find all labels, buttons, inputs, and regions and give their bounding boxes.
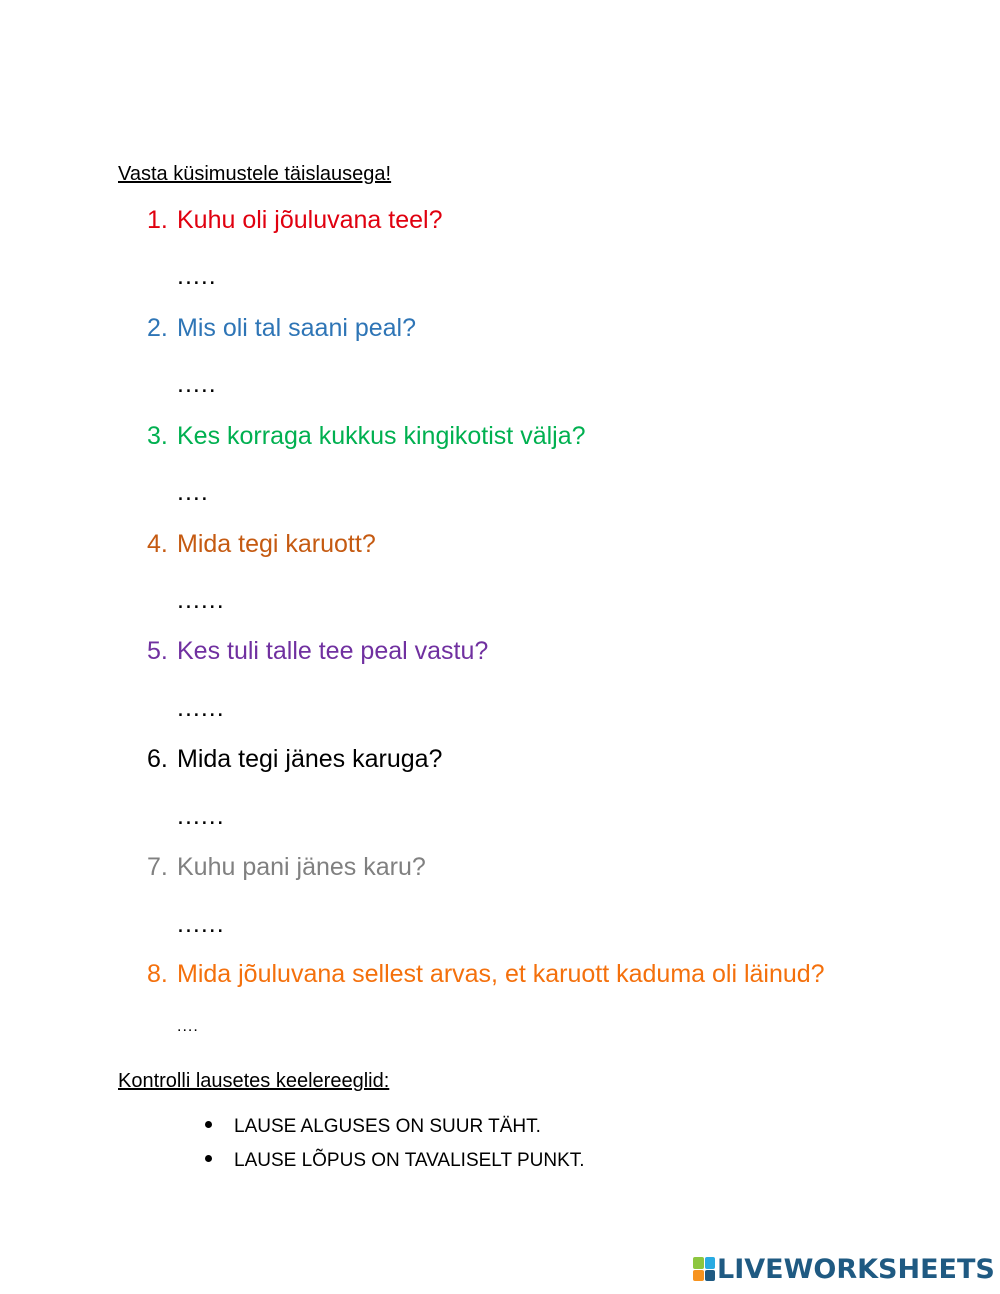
rule-item-2 [205, 1150, 585, 1172]
rule-text: LAUSE LÕPUS ON TAVALISELT PUNKT. [234, 1150, 585, 1171]
question-text: Mida jõuluvana sellest arvas, et karuott kaduma oli läinud? [177, 960, 825, 988]
question-number: 3. [147, 422, 168, 450]
answer-field-4[interactable]: ...... [177, 586, 225, 614]
answer-field-1[interactable]: ..... [177, 262, 217, 290]
question-text: Kes korraga kukkus kingikotist välja? [177, 422, 586, 450]
question-1 [147, 206, 442, 235]
question-6 [147, 745, 442, 774]
question-number: 8. [147, 960, 168, 988]
question-text: Mida tegi karuott? [177, 530, 376, 558]
answer-field-7[interactable]: ...... [177, 910, 225, 938]
liveworksheets-logo[interactable] [693, 1254, 995, 1284]
logo-text: LIVEWORKSHEETS [717, 1253, 995, 1285]
answer-field-2[interactable]: ..... [177, 370, 217, 398]
question-3 [147, 422, 586, 451]
answer-field-3[interactable]: .... [177, 478, 209, 506]
question-number: 7. [147, 853, 168, 881]
question-text: Kes tuli talle tee peal vastu? [177, 637, 489, 665]
question-number: 1. [147, 206, 168, 234]
instruction-heading: Vasta küsimustele täislausega! [118, 163, 392, 185]
question-4 [147, 530, 376, 559]
answer-field-8[interactable]: .... [177, 1018, 199, 1035]
check-heading: Kontrolli lausetes keelereeglid: [118, 1070, 390, 1092]
rule-text: LAUSE ALGUSES ON SUUR TÄHT. [234, 1116, 541, 1137]
question-text: Kuhu oli jõuluvana teel? [177, 206, 443, 234]
question-text: Mida tegi jänes karuga? [177, 745, 443, 773]
question-number: 5. [147, 637, 168, 665]
question-7 [147, 853, 426, 882]
question-text: Mis oli tal saani peal? [177, 314, 417, 342]
question-number: 2. [147, 314, 168, 342]
answer-field-5[interactable]: ...... [177, 694, 225, 722]
question-5 [147, 637, 488, 666]
question-number: 4. [147, 530, 168, 558]
question-number: 6. [147, 745, 168, 773]
question-8 [147, 960, 825, 989]
question-2 [147, 314, 416, 343]
question-text: Kuhu pani jänes karu? [177, 853, 426, 881]
bullet-icon [205, 1155, 212, 1162]
logo-mark-icon [693, 1257, 715, 1281]
answer-field-6[interactable]: ...... [177, 802, 225, 830]
bullet-icon [205, 1121, 212, 1128]
rule-item-1 [205, 1116, 541, 1138]
